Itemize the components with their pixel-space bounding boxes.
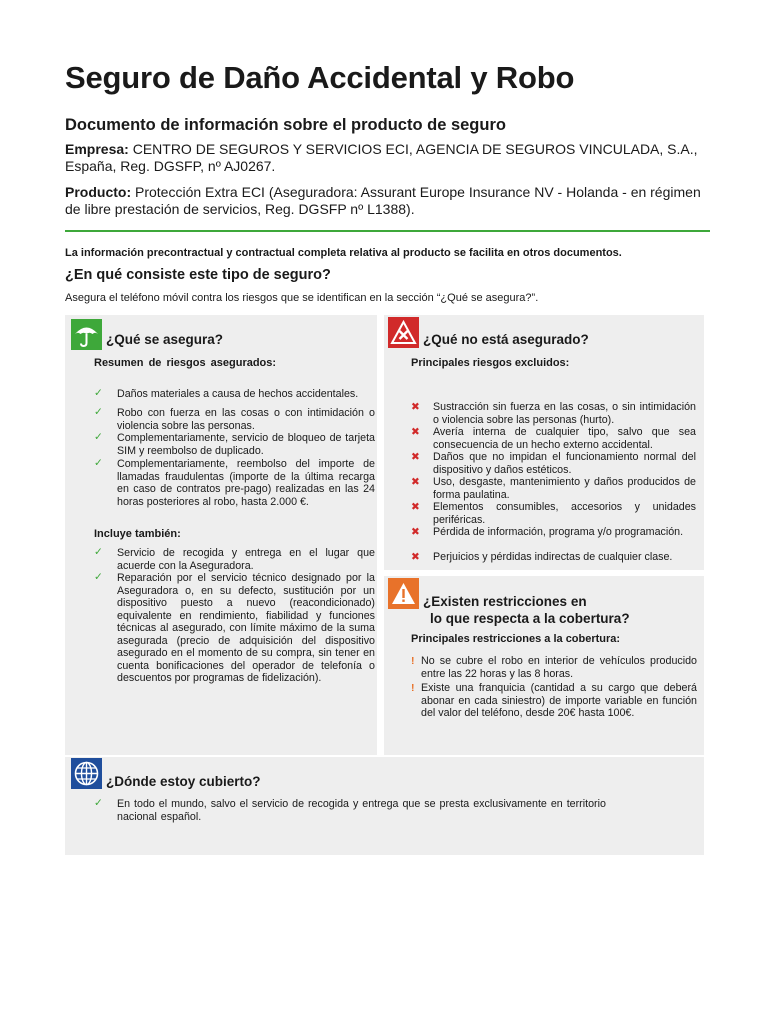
not-covered-item: Elementos consumibles, accesorios y unidades periféricas. (433, 501, 696, 526)
also-included-item: Reparación por el servicio técnico designado por la Aseguradora o, en su defecto, sustitución por un dispositivo puesto a nuevo (reacondicionado) equivalente en rendimiento, fiabilidad y funciones técnicas al asegurado, con límite máximo de la suma asegurada (precio de adquisición del dispositivo asegurado en el momento de su compra, sin tener en cuenta bonificaciones del operador de telefonía o descuentos por programas de fidelización). (117, 572, 375, 684)
not-covered-item: Avería interna de cualquier tipo, salvo que sea consecuencia de un hecho externo accidental. (433, 426, 696, 451)
restrictions-subtitle: Principales restricciones a la cobertura: (411, 633, 621, 645)
covered-item: Complementariamente, servicio de bloqueo de tarjeta SIM y reembolso de duplicado. (117, 432, 375, 457)
insurance-type-question: ¿En qué consiste este tipo de seguro? (65, 267, 331, 283)
empresa-text: CENTRO DE SEGUROS Y SERVICIOS ECI, AGENCIA DE SEGUROS VINCULADA, S.A., España, Reg. DGSFP, nº AJ0267. (65, 141, 698, 174)
not-covered-item: Perjuicios y pérdidas indirectas de cualquier clase. (433, 551, 673, 563)
coverage-area-title: ¿Dónde estoy cubierto? (106, 774, 261, 789)
also-included-item: Servicio de recogida y entrega en el lugar que acuerde con la Aseguradora. (117, 547, 375, 572)
check-icon: ✓ (94, 457, 103, 469)
not-covered-item: Pérdida de información, programa y/o programación. (433, 526, 684, 538)
warning-icon: ! (411, 655, 415, 667)
cross-icon: ✖ (411, 451, 420, 463)
restrictions-panel (384, 576, 704, 755)
cross-icon: ✖ (411, 426, 420, 438)
check-icon: ✓ (94, 797, 103, 809)
empresa-label: Empresa: (65, 141, 129, 157)
check-icon: ✓ (94, 571, 103, 583)
not-covered-item: Sustracción sin fuerza en las cosas, o sin intimidación o violencia sobre las personas (hurto). (433, 401, 696, 426)
not-covered-subtitle: Principales riesgos excluidos: (411, 357, 570, 369)
covered-title: ¿Qué se asegura? (106, 332, 224, 347)
cross-icon: ✖ (411, 476, 420, 488)
empresa-info (65, 141, 715, 175)
not-covered-panel (384, 315, 704, 570)
covered-panel (65, 315, 377, 755)
check-icon: ✓ (94, 431, 103, 443)
info-note: La información precontractual y contractual completa relativa al producto se facilita en otros documentos. (65, 247, 622, 259)
coverage-area-panel (65, 757, 704, 855)
producto-label: Producto: (65, 184, 132, 200)
cross-icon: ✖ (411, 551, 420, 563)
not-covered-title: ¿Qué no está asegurado? (423, 332, 589, 347)
umbrella-icon (71, 319, 102, 350)
globe-icon (71, 758, 102, 789)
section-divider (65, 230, 710, 232)
document-title: Seguro de Daño Accidental y Robo (65, 60, 575, 95)
check-icon: ✓ (94, 387, 103, 399)
check-icon: ✓ (94, 406, 103, 418)
coverage-area-item: En todo el mundo, salvo el servicio de recogida y entrega que se presta exclusivamente en territorio nacional español. (117, 798, 606, 823)
check-icon: ✓ (94, 546, 103, 558)
warning-exclamation-icon (388, 578, 419, 609)
warning-cross-icon (388, 317, 419, 348)
covered-item: Robo con fuerza en las cosas o con intimidación o violencia sobre las personas. (117, 407, 375, 432)
also-included-title: Incluye también: (94, 528, 181, 540)
covered-subtitle: Resumen de riesgos asegurados: (94, 357, 277, 369)
warning-icon: ! (411, 682, 415, 694)
covered-item: Daños materiales a causa de hechos accidentales. (117, 388, 359, 400)
not-covered-item: Uso, desgaste, mantenimiento y daños producidos de forma paulatina. (433, 476, 696, 501)
cross-icon: ✖ (411, 501, 420, 513)
restrictions-title-line1: ¿Existen restricciones en (423, 594, 587, 609)
restrictions-title-line2: lo que respecta a la cobertura? (430, 611, 630, 626)
not-covered-item: Daños que no impidan el funcionamiento normal del dispositivo y daños estéticos. (433, 451, 696, 476)
cross-icon: ✖ (411, 526, 420, 538)
document-subtitle: Documento de información sobre el producto de seguro (65, 116, 506, 134)
restriction-item: Existe una franquicia (cantidad a su cargo que deberá abonar en cada siniestro) de importe variable en función del valor del teléfono, desde 20€ hasta 100€. (421, 682, 697, 719)
producto-info (65, 184, 715, 218)
insurance-type-answer: Asegura el teléfono móvil contra los riesgos que se identifican en la sección “¿Qué se asegura?”. (65, 292, 539, 304)
covered-item: Complementariamente, reembolso del importe de llamadas fraudulentas (importe de la última recarga en caso de contratos pre-pago) realizadas en las 24 horas posteriores al robo, hasta 2.000 €. (117, 458, 375, 508)
restriction-item: No se cubre el robo en interior de vehículos producido entre las 22 horas y las 8 horas. (421, 655, 697, 680)
cross-icon: ✖ (411, 401, 420, 413)
producto-text: Protección Extra ECI (Aseguradora: Assurant Europe Insurance NV - Holanda - en régimen de libre prestación de servicios, Reg. DGSFP nº L1388). (65, 184, 701, 217)
